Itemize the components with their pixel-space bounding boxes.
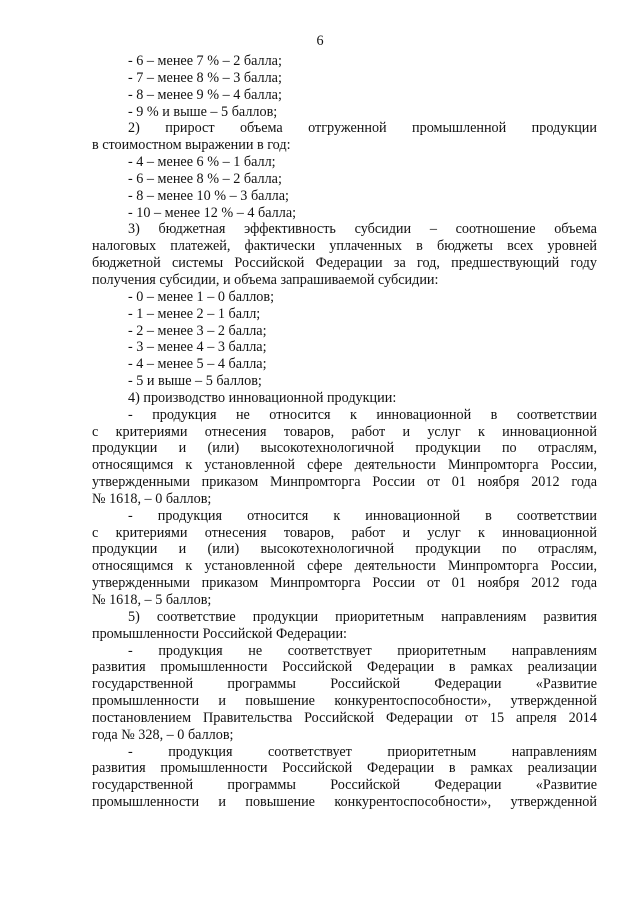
text-line: - 0 – менее 1 – 0 баллов; xyxy=(128,288,275,305)
text-line: № 1618, – 0 баллов; xyxy=(92,490,212,507)
text-line: постановлением Правительства Российской Федерации от 15 апреля 2014 xyxy=(92,709,597,726)
text-line: относящимся к установленной сфере деятельности Минпромторга России, xyxy=(92,558,597,575)
text-line: - 10 – менее 12 % – 4 балла; xyxy=(128,204,297,221)
text-line: - продукция соответствует приоритетным направлениям xyxy=(128,743,597,760)
text-line: - 6 – менее 7 % – 2 балла; xyxy=(128,53,282,69)
text-line: налоговых платежей, фактически уплаченных в бюджеты всех уровней xyxy=(92,238,597,255)
text-line: с критериями отнесения товаров, работ и услуг к инновационной xyxy=(92,524,597,541)
text-line: в стоимостном выражении в год: xyxy=(92,137,291,154)
text-line: - 6 – менее 8 % – 2 балла; xyxy=(128,170,282,187)
text-line: утвержденными приказом Минпромторга России от 01 ноября 2012 года xyxy=(92,575,597,592)
text-line: - 4 – менее 6 % – 1 балл; xyxy=(128,154,276,171)
text-line: - продукция не соответствует приоритетным направлениям xyxy=(128,642,597,659)
page-number: 6 xyxy=(316,33,324,49)
text-line: - 3 – менее 4 – 3 балла; xyxy=(128,339,267,356)
text-line: 3) бюджетная эффективность субсидии – соотношение объема xyxy=(128,221,597,238)
text-line: - 1 – менее 2 – 1 балл; xyxy=(128,305,261,322)
text-line: 4) производство инновационной продукции: xyxy=(128,389,397,406)
text-line: утвержденными приказом Минпромторга России от 01 ноября 2012 года xyxy=(92,474,597,491)
text-line: - 5 и выше – 5 баллов; xyxy=(128,373,262,390)
text-line: государственной программы Российской Федерации «Развитие xyxy=(92,676,597,693)
text-line: № 1618, – 5 баллов; xyxy=(92,592,212,608)
text-line: промышленности Российской Федерации: xyxy=(92,625,348,642)
text-line: 2) прирост объема отгруженной промышленной продукции xyxy=(128,120,597,137)
text-line: промышленности и повышение конкурентоспособности», утвержденной xyxy=(92,693,597,710)
text-line: - 2 – менее 3 – 2 балла; xyxy=(128,322,267,339)
text-line: - 4 – менее 5 – 4 балла; xyxy=(128,356,267,373)
text-line: - 8 – менее 10 % – 3 балла; xyxy=(128,187,289,204)
text-line: развития промышленности Российской Федерации в рамках реализации xyxy=(92,760,597,777)
text-line: года № 328, – 0 баллов; xyxy=(92,726,234,743)
text-line: - 9 % и выше – 5 баллов; xyxy=(128,103,278,120)
text-line: бюджетной системы Российской Федерации за год, предшествующий году xyxy=(92,255,597,272)
text-line: 5) соответствие продукции приоритетным направлениям развития xyxy=(128,608,597,625)
text-line: - продукция не относится к инновационной в соответствии xyxy=(128,406,597,423)
text-line: государственной программы Российской Федерации «Развитие xyxy=(92,777,597,794)
text-line: с критериями отнесения товаров, работ и услуг к инновационной xyxy=(92,423,597,440)
text-line: получения субсидии, и объема запрашиваемой субсидии: xyxy=(92,271,439,288)
document-body xyxy=(92,53,597,811)
text-line: продукции и (или) высокотехнологичной продукции по отраслям, xyxy=(92,541,597,558)
text-line: промышленности и повышение конкурентоспособности», утвержденной xyxy=(92,794,597,811)
text-line: - продукция относится к инновационной в соответствии xyxy=(128,507,597,524)
text-line: относящимся к установленной сфере деятельности Минпромторга России, xyxy=(92,457,597,474)
text-line: продукции и (или) высокотехнологичной продукции по отраслям, xyxy=(92,440,597,457)
text-line: развития промышленности Российской Федерации в рамках реализации xyxy=(92,659,597,676)
text-line: - 8 – менее 9 % – 4 балла; xyxy=(128,86,282,103)
text-line: - 7 – менее 8 % – 3 балла; xyxy=(128,69,282,86)
